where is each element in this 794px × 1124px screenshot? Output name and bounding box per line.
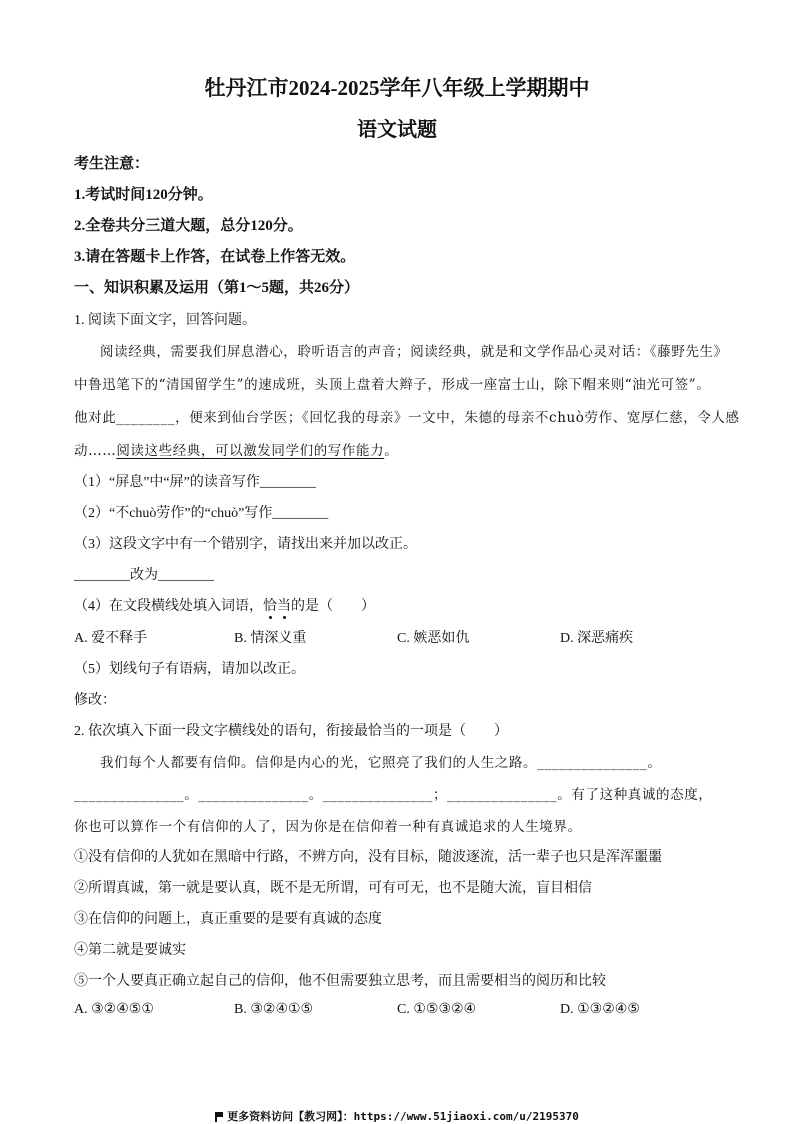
emphasis-dot-char: 恰 bbox=[263, 599, 277, 614]
q1-passage-end: 。 bbox=[384, 443, 399, 459]
notice-heading: 考生注意： bbox=[74, 156, 150, 172]
q1-sub-question-2: （2）“不chuò劳作”的“chuò”写作________ bbox=[74, 506, 329, 521]
q2-option-d: D. ①③②④⑤ bbox=[560, 1002, 640, 1017]
q2-item: ⑤一个人要真正确立起自己的信仰，他不但需要独立思考，而且需要相当的阅历和比较 bbox=[74, 974, 606, 989]
exam-title: 牡丹江市2024-2025学年八年级上学期期中 bbox=[204, 76, 590, 100]
q1-sub-question-4 bbox=[74, 595, 375, 615]
notice-item: 2.全卷共分三道大题，总分120分。 bbox=[74, 218, 303, 234]
notice-item: 1.考试时间120分钟。 bbox=[74, 187, 213, 203]
question-1-stem: 1. 阅读下面文字，回答问题。 bbox=[74, 313, 256, 328]
q2-item: ②所谓真诚，第一就是要认真，既不是无所谓，可有可无，也不是随大流，盲目相信 bbox=[74, 881, 592, 896]
q1-underlined-sentence: 阅读这些经典，可以激发同学们的写作能力 bbox=[116, 443, 385, 459]
q1-passage-line: 阅读经典，需要我们屏息潜心，聆听语言的声音；阅读经典，就是和文学作品心灵对话：《藤野先生》 bbox=[100, 344, 728, 360]
q1-option-b: B. 情深义重 bbox=[234, 631, 307, 646]
q2-passage-line: 我们每个人都要有信仰。信仰是内心的光，它照亮了我们的人生之路。_______________。 bbox=[100, 755, 662, 771]
q2-item: ①没有信仰的人犹如在黑暗中行路，不辨方向，没有目标，随波逐流，活一辈子也只是浑浑噩噩 bbox=[74, 850, 662, 865]
flag-icon bbox=[215, 1112, 223, 1121]
q2-passage-line: 你也可以算作一个有信仰的人了，因为你是在信仰着一种有真诚追求的人生境界。 bbox=[74, 819, 582, 835]
q1-passage-line: 中鲁迅笔下的“清国留学生”的速成班，头顶上盘着大辫子，形成一座富士山，除下帽来则“油光可签”。 bbox=[74, 377, 711, 393]
emphasis-dot-char: 当 bbox=[277, 599, 291, 614]
q1-sub4-text: （4）在文段横线处填入词语， bbox=[74, 599, 263, 614]
footer-banner bbox=[0, 1108, 794, 1124]
q2-option-a: A. ③②④⑤① bbox=[74, 1002, 154, 1017]
q1-sub-question-5: （5）划线句子有语病，请加以改正。 bbox=[74, 662, 305, 677]
q2-option-c: C. ①⑤③②④ bbox=[397, 1002, 477, 1017]
q1-option-d: D. 深恶痛疾 bbox=[560, 631, 634, 646]
exam-subtitle: 语文试题 bbox=[357, 119, 437, 141]
q1-option-a: A. 爱不释手 bbox=[74, 631, 148, 646]
q1-passage-line: 他对此________，便来到仙台学医；《回忆我的母亲》一文中，朱德的母亲不chuò劳作、宽厚仁慈，令人感 bbox=[74, 410, 740, 426]
q1-sub-question-3: （3）这段文字中有一个错别字，请找出来并加以改正。 bbox=[74, 537, 417, 552]
notice-item: 3.请在答题卡上作答，在试卷上作答无效。 bbox=[74, 249, 356, 265]
section-heading: 一、知识积累及运用（第1～5题，共26分） bbox=[74, 280, 360, 296]
q1-sub4-text-end: 的是（ ） bbox=[291, 599, 375, 614]
q2-item: ③在信仰的问题上，真正重要的是要有真诚的态度 bbox=[74, 912, 382, 927]
q1-sub-question-1: （1）“屏息”中“屏”的读音写作________ bbox=[74, 475, 316, 490]
q1-sub-question-3-answer: ________改为________ bbox=[74, 568, 214, 583]
q2-option-b: B. ③②④①⑤ bbox=[234, 1002, 314, 1017]
q1-option-c: C. 嫉恶如仇 bbox=[397, 631, 470, 646]
footer-link[interactable]: 更多资料访问【教习网】：https://www.51jiaoxi.com/u/2195370 bbox=[227, 1110, 579, 1123]
q1-sub-question-5-answer: 修改： bbox=[74, 693, 116, 708]
q1-passage-text: 动…… bbox=[74, 443, 117, 459]
q1-passage-line-last bbox=[74, 439, 734, 459]
question-2-stem: 2. 依次填入下面一段文字横线处的语句，衔接最恰当的一项是（ ） bbox=[74, 724, 508, 739]
q2-item: ④第二就是要诚实 bbox=[74, 943, 186, 958]
q2-passage-line: _______________。_______________。_______________；_______________。有了这种真诚的态度， bbox=[74, 787, 713, 803]
